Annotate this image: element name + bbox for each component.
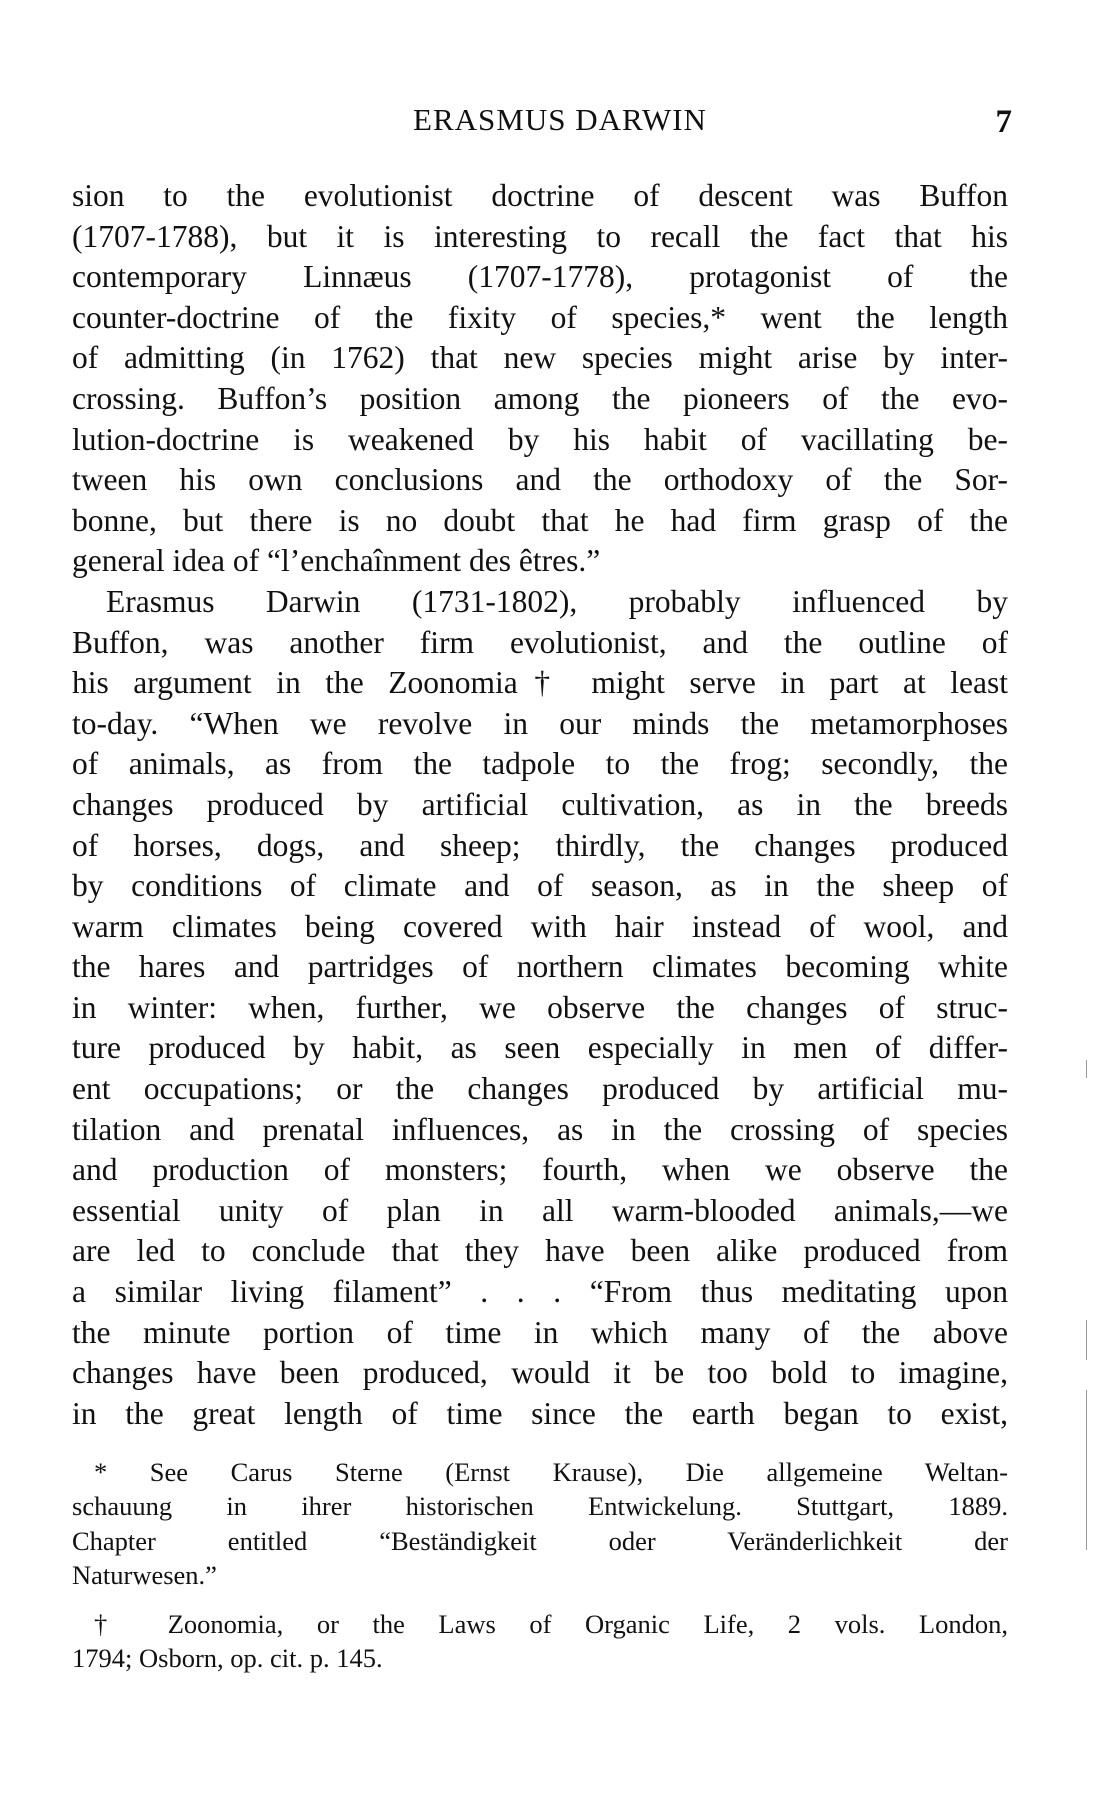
text-line: warm climates being covered with hair instead of wool, and <box>72 908 1008 944</box>
text-line: bonne, but there is no doubt that he had firm grasp of the <box>72 502 1008 538</box>
text-line: ent occupations; or the changes produced by artificial mu- <box>72 1071 1008 1107</box>
text-line: changes have been produced, would it be too bold to imagine, <box>72 1355 1008 1391</box>
text-line: tween his own conclusions and the orthodoxy of the Sor- <box>72 462 1008 498</box>
text-line: lution-doctrine is weakened by his habit of vacillating be- <box>72 421 1008 457</box>
text-line: tilation and prenatal influences, as in the crossing of species <box>72 1111 1008 1147</box>
text-line: changes produced by artificial cultivation, as in the breeds <box>72 786 1008 822</box>
text-line: crossing. Buffon’s position among the pioneers of the evo- <box>72 380 1008 416</box>
footnotes <box>72 1455 1008 1675</box>
footnote-line: * See Carus Sterne (Ernst Krause), Die allgemeine Weltan- <box>94 1457 1008 1487</box>
text-line: in winter: when, further, we observe the changes of struc- <box>72 989 1008 1025</box>
text-line: by conditions of climate and of season, as in the sheep of <box>72 868 1008 904</box>
body-text <box>72 176 1008 1434</box>
paragraph-end-line: general idea of “l’enchaînment des êtres.” <box>72 543 601 579</box>
text-line: the hares and partridges of northern climates becoming white <box>72 949 1008 985</box>
text-line: (1707-1788), but it is interesting to recall the fact that his <box>72 218 1008 254</box>
text-line: Buffon, was another firm evolutionist, and the outline of <box>72 624 1008 660</box>
text-line: and production of monsters; fourth, when we observe the <box>72 1152 1008 1188</box>
footnote-line: schauung in ihrer historischen Entwickelung. Stuttgart, 1889. <box>72 1491 1008 1522</box>
text-line: of horses, dogs, and sheep; thirdly, the changes produced <box>72 827 1008 863</box>
paragraph-start-line: Erasmus Darwin (1731-1802), probably influenced by <box>106 583 1008 619</box>
text-line: of animals, as from the tadpole to the frog; secondly, the <box>72 746 1008 782</box>
text-line: counter-doctrine of the fixity of species,* went the length <box>72 299 1008 335</box>
text-line: essential unity of plan in all warm-blooded animals,—we <box>72 1192 1008 1228</box>
scan-mark <box>1086 1060 1087 1078</box>
page-title: ERASMUS DARWIN <box>413 102 707 137</box>
footnote-line: Chapter entitled “Beständigkeit oder Veränderlichkeit der <box>72 1525 1008 1556</box>
text-line: of admitting (in 1762) that new species might arise by inter- <box>72 340 1008 376</box>
text-line: contemporary Linnæus (1707-1778), protagonist of the <box>72 259 1008 295</box>
scan-mark <box>1086 1390 1087 1550</box>
text-line: to-day. “When we revolve in our minds the metamorphoses <box>72 705 1008 741</box>
text-line: are led to conclude that they have been alike produced from <box>72 1233 1008 1269</box>
text-line: the minute portion of time in which many of the above <box>72 1314 1008 1350</box>
footnote-species <box>72 1455 1008 1593</box>
text-line: sion to the evolutionist doctrine of descent was Buffon <box>72 178 1008 213</box>
footnote-gap <box>72 1593 1008 1607</box>
text-line: a similar living filament” . . . “From thus meditating upon <box>72 1274 1008 1310</box>
scan-mark <box>1086 1320 1087 1360</box>
footnote-line: 1794; Osborn, op. cit. p. 145. <box>72 1642 383 1673</box>
page-number: 7 <box>995 104 1012 140</box>
text-line: in the great length of time since the earth began to exist, <box>72 1395 1008 1431</box>
footnote-line: Naturwesen.” <box>72 1560 217 1591</box>
text-line: ture produced by habit, as seen especially in men of differ- <box>72 1030 1008 1066</box>
text-line: his argument in the Zoonomia† might serve in part at least <box>72 665 1008 701</box>
footnote-zoonomia <box>72 1607 1008 1676</box>
scan-margin-marks <box>1086 1060 1090 1480</box>
running-head <box>0 96 1100 146</box>
footnote-line: † Zoonomia, or the Laws of Organic Life, 2 vols. London, <box>94 1608 1008 1639</box>
